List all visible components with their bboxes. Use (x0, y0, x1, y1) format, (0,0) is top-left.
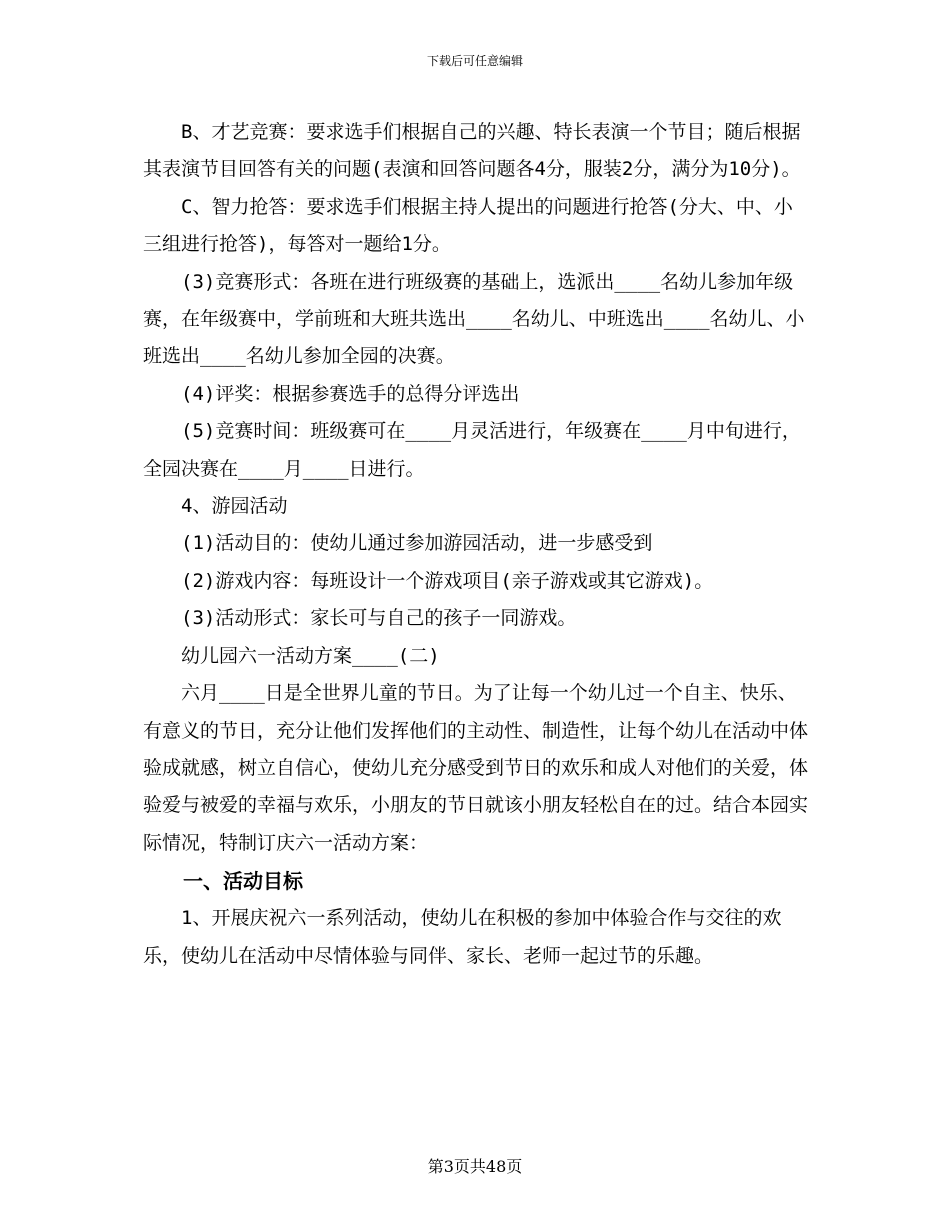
paragraph-intro: 六月____日是全世界儿童的节日。为了让每一个幼儿过一个自主、快乐、有意义的节日，充分让他们发挥他们的主动性、制造性，让每个幼儿在活动中体验成就感，树立自信心，使幼儿充分感受到节日的欢乐和成人对他们的关爱，体验爱与被爱的幸福与欢乐，小朋友的节日就该小朋友轻松自在的过。结合本园实际情况，特制订庆六一活动方案： (143, 682, 809, 854)
paragraph-contest-format: (3)竞赛形式：各班在进行班级赛的基础上，选派出____名幼儿参加年级赛，在年级赛中，学前班和大班共选出____名幼儿、中班选出____名幼儿、小班选出____名幼儿参加全园的决赛。 (143, 270, 805, 368)
paragraph-game-content: (2)游戏内容：每班设计一个游戏项目(亲子游戏或其它游戏)。 (181, 569, 714, 592)
document-body (143, 114, 808, 975)
paragraph-contest-time: (5)竞赛时间：班级赛可在____月灵活进行，年级赛在____月中旬进行，全园决赛在____月____日进行。 (143, 420, 801, 480)
paragraph-garden-activity: 4、游园活动 (181, 495, 288, 518)
paragraph-goal-1: 1、开展庆祝六一系列活动，使幼儿在积极的参加中体验合作与交往的欢乐，使幼儿在活动中尽情体验与同伴、家长、老师一起过节的乐趣。 (143, 907, 782, 967)
paragraph-plan-title: 幼儿园六一活动方案____(二) (181, 644, 440, 667)
page-number: 第3页共48页 (427, 1157, 523, 1176)
paragraph-quick-answer: C、智力抢答：要求选手们根据主持人提出的问题进行抢答(分大、中、小三组进行抢答)，每答对一题给1分。 (143, 195, 793, 256)
paragraph-awards: (4)评奖：根据参赛选手的总得分评选出 (181, 382, 520, 405)
section-heading-goals: 一、活动目标 (183, 869, 303, 894)
paragraph-activity-goal: (1)活动目的：使幼儿通过参加游园活动，进一步感受到 (181, 532, 653, 555)
page-header-note: 下载后可任意编辑 (426, 54, 523, 68)
paragraph-talent-contest: B、才艺竞赛：要求选手们根据自己的兴趣、特长表演一个节目；随后根据其表演节目回答有关的问题(表演和回答问题各4分，服装2分，满分为10分)。 (143, 121, 801, 181)
paragraph-activity-form: (3)活动形式：家长可与自己的孩子一同游戏。 (181, 607, 577, 630)
